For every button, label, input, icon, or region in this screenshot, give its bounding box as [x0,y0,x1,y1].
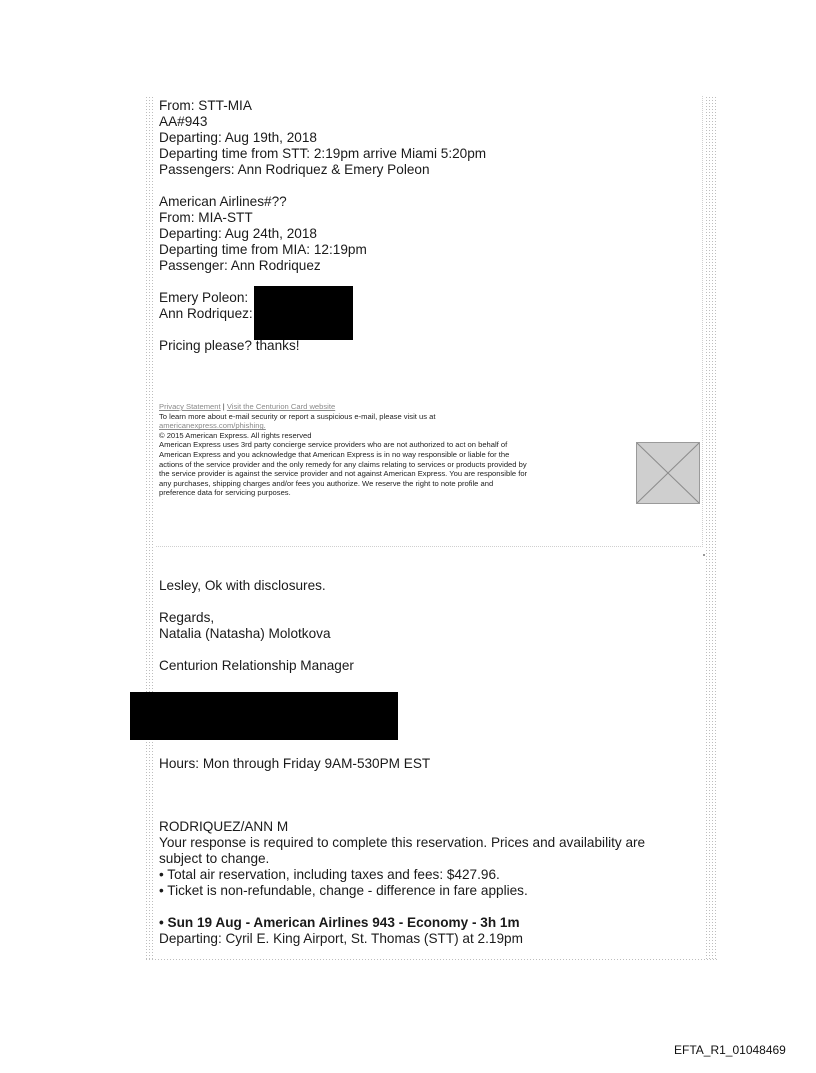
reply-line: Regards, [159,610,215,625]
reservation-line: • Ticket is non-refundable, change - difference in fare applies. [159,883,528,898]
email-line: Pricing please? thanks! [159,338,300,353]
privacy-statement-link[interactable]: Privacy Statement [159,402,221,411]
document-id: EFTA_R1_01048469 [674,1043,786,1057]
reservation-line: Departing: Cyril E. King Airport, St. Thomas (STT) at 2.19pm [159,931,523,946]
email-line: Departing time from STT: 2:19pm arrive Miami 5:20pm [159,146,487,161]
email-line: American Airlines#?? [159,194,287,209]
email-line: Passenger: Ann Rodriquez [159,258,321,273]
email-line: Emery Poleon: [159,290,249,305]
disclaimer-line: American Express and you acknowledge that American Express is in no way responsible or liable for the [159,450,510,459]
disclaimer-line: American Express uses 3rd party concierge service providers who are not authorized to act on behalf of [159,440,508,450]
email-line: Departing time from MIA: 12:19pm [159,242,367,257]
reply-line: Hours: Mon through Friday 9AM-530PM EST [159,756,431,771]
link-separator: | [222,402,225,411]
reply-line: Lesley, Ok with disclosures. [159,578,326,593]
redaction-block [254,286,353,340]
reply-line: Centurion Relationship Manager [159,658,354,673]
flight-summary-line: • Sun 19 Aug - American Airlines 943 - Economy - 3h 1m [159,915,520,930]
right-border [705,96,717,960]
centurion-website-link[interactable]: Visit the Centurion Card website [226,402,336,411]
reservation-line: RODRIQUEZ/ANN M [159,819,289,834]
disclaimer-line: © 2015 American Express. All rights reserved [159,430,312,440]
redaction-block [130,692,398,740]
reservation-line: subject to change. [159,851,270,866]
email-line: AA#943 [159,114,208,129]
disclaimer-line: To learn more about e-mail security or report a suspicious e-mail, please visit us at [159,411,436,421]
email-line: Departing: Aug 19th, 2018 [159,130,317,145]
phishing-link[interactable]: americanexpress.com/phishing. [159,421,266,431]
disclaimer-links-row [159,402,335,412]
email-line: From: STT-MIA [159,98,252,113]
bottom-border [145,958,717,962]
left-border [145,96,155,960]
email-line: Departing: Aug 24th, 2018 [159,226,317,241]
disclaimer-line: actions of the service provider and the only remedy for any claims relating to services or products provided by [159,459,527,469]
reservation-line: • Total air reservation, including taxes and fees: $427.96. [159,867,500,882]
divider-dot [703,554,705,556]
disclaimer-line: the service provider is against the service provider and not against American Express. You are responsible for [159,469,528,479]
image-cross-icon [637,443,699,503]
reservation-line: Your response is required to complete this reservation. Prices and availability are [159,835,646,850]
reply-line: Natalia (Natasha) Molotkova [159,626,331,641]
email-line: Ann Rodriquez: [159,306,253,321]
email-line: Passengers: Ann Rodriquez & Emery Poleon [159,162,430,177]
broken-image-placeholder [636,442,700,504]
email-line: From: MIA-STT [159,210,253,225]
disclaimer-line: preference data for servicing purposes. [159,488,291,498]
disclaimer-line: any purchases, shipping charges and/or fees you authorize. We reserve the right to note profile and [159,478,494,488]
